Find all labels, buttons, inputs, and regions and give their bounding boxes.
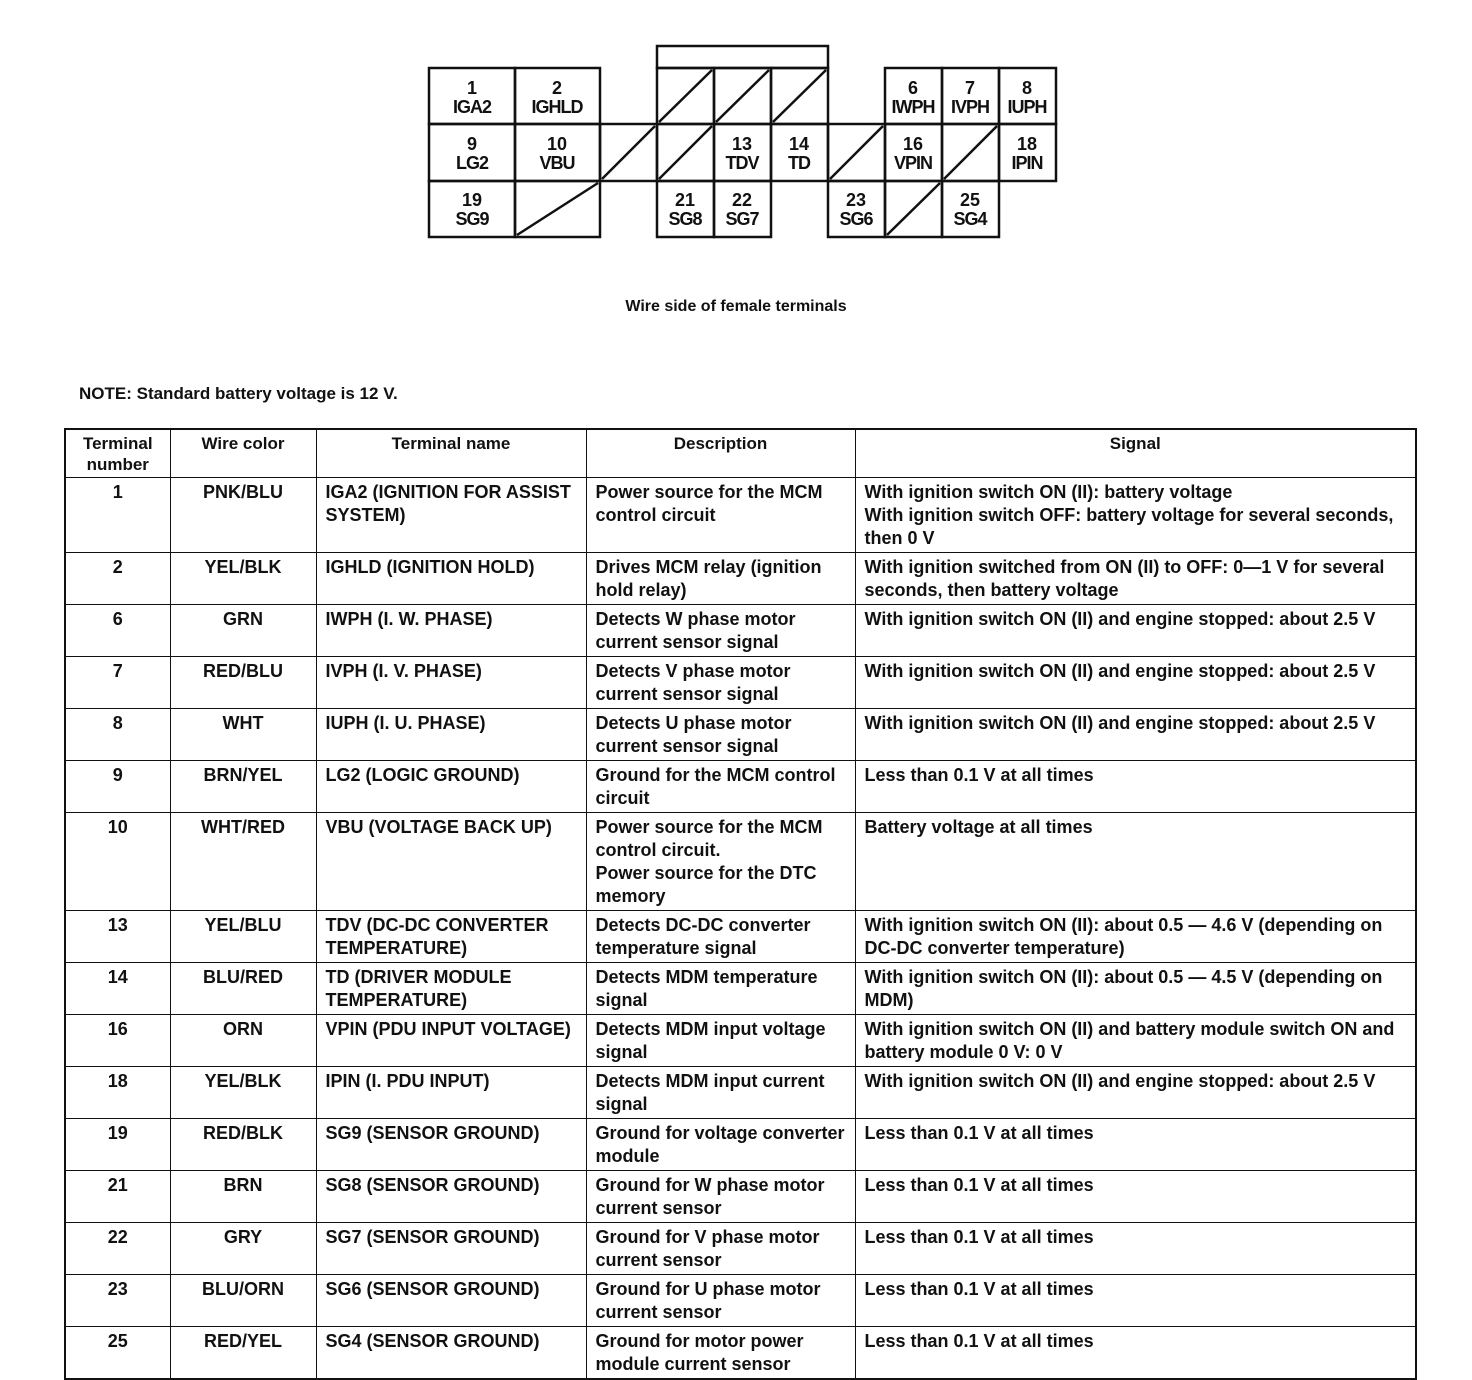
header-wire-color: Wire color	[170, 429, 316, 478]
signal: Less than 0.1 V at all times	[855, 1119, 1416, 1171]
terminal-10-signal: VBU	[539, 153, 575, 173]
terminal-19-signal: SG9	[455, 209, 489, 229]
wire-color: YEL/BLK	[170, 1067, 316, 1119]
description: Detects V phase motor current sensor signal	[586, 657, 855, 709]
signal: Battery voltage at all times	[855, 813, 1416, 911]
table-row	[65, 1275, 1416, 1327]
signal: With ignition switch ON (II): battery voltage With ignition switch OFF: battery voltage for several seconds, then 0 V	[855, 478, 1416, 553]
table-row	[65, 657, 1416, 709]
terminal-7-signal: IVPH	[950, 97, 990, 117]
terminal-name: TDV (DC-DC CONVERTER TEMPERATURE)	[316, 911, 586, 963]
description: Power source for the MCM control circuit	[586, 478, 855, 553]
terminal-22-number: 22	[731, 190, 753, 210]
description: Detects MDM temperature signal	[586, 963, 855, 1015]
terminal-8-signal: IUPH	[1007, 97, 1047, 117]
description: Detects MDM input current signal	[586, 1067, 855, 1119]
header-terminal-number: Terminal number	[65, 429, 170, 478]
table-row	[65, 911, 1416, 963]
description: Ground for voltage converter module	[586, 1119, 855, 1171]
terminal-name: VPIN (PDU INPUT VOLTAGE)	[316, 1015, 586, 1067]
signal: Less than 0.1 V at all times	[855, 1275, 1416, 1327]
wire-color: GRN	[170, 605, 316, 657]
terminal-number: 7	[65, 657, 170, 709]
signal: With ignition switch ON (II): about 0.5 — 4.6 V (depending on DC-DC converter temperature)	[855, 911, 1416, 963]
terminal-number: 19	[65, 1119, 170, 1171]
terminal-10-number: 10	[546, 134, 568, 154]
terminal-name: SG4 (SENSOR GROUND)	[316, 1327, 586, 1380]
signal: Less than 0.1 V at all times	[855, 1171, 1416, 1223]
terminal-21-number: 21	[674, 190, 696, 210]
wire-color: BLU/ORN	[170, 1275, 316, 1327]
signal: With ignition switch ON (II) and engine stopped: about 2.5 V	[855, 709, 1416, 761]
terminal-14-number: 14	[788, 134, 810, 154]
connector-diagram	[0, 0, 1472, 260]
terminal-number: 23	[65, 1275, 170, 1327]
description: Detects W phase motor current sensor signal	[586, 605, 855, 657]
wire-color: PNK/BLU	[170, 478, 316, 553]
terminal-name: LG2 (LOGIC GROUND)	[316, 761, 586, 813]
terminal-name: IUPH (I. U. PHASE)	[316, 709, 586, 761]
terminal-number: 2	[65, 553, 170, 605]
description: Ground for W phase motor current sensor	[586, 1171, 855, 1223]
table-row	[65, 813, 1416, 911]
description: Ground for U phase motor current sensor	[586, 1275, 855, 1327]
terminal-16-signal: VPIN	[893, 153, 933, 173]
table-row	[65, 1015, 1416, 1067]
terminal-8-number: 8	[1021, 78, 1033, 98]
terminal-name: SG8 (SENSOR GROUND)	[316, 1171, 586, 1223]
wire-color: BRN	[170, 1171, 316, 1223]
table-row	[65, 1223, 1416, 1275]
connector-caption: Wire side of female terminals	[625, 298, 847, 315]
description: Ground for motor power module current sensor	[586, 1327, 855, 1380]
battery-voltage-note: NOTE: Standard battery voltage is 12 V.	[79, 384, 398, 403]
terminal-number: 22	[65, 1223, 170, 1275]
table-row	[65, 709, 1416, 761]
table-row	[65, 963, 1416, 1015]
wire-color: BLU/RED	[170, 963, 316, 1015]
terminal-13-signal: TDV	[725, 153, 759, 173]
terminal-7-number: 7	[964, 78, 976, 98]
header-terminal-name: Terminal name	[316, 429, 586, 478]
terminal-25-number: 25	[959, 190, 981, 210]
signal: With ignition switch ON (II): about 0.5 — 4.5 V (depending on MDM)	[855, 963, 1416, 1015]
terminal-9-number: 9	[466, 134, 478, 154]
table-row	[65, 1171, 1416, 1223]
terminal-6-number: 6	[907, 78, 919, 98]
header-description: Description	[586, 429, 855, 478]
terminal-1-signal: IGA2	[452, 97, 492, 117]
terminal-6-signal: IWPH	[891, 97, 935, 117]
wire-color: WHT/RED	[170, 813, 316, 911]
wire-color: YEL/BLU	[170, 911, 316, 963]
description: Detects U phase motor current sensor signal	[586, 709, 855, 761]
terminal-23-number: 23	[845, 190, 867, 210]
terminal-14-signal: TD	[788, 153, 810, 173]
wire-color: RED/BLU	[170, 657, 316, 709]
description: Drives MCM relay (ignition hold relay)	[586, 553, 855, 605]
terminal-number: 25	[65, 1327, 170, 1380]
signal: With ignition switch ON (II) and engine stopped: about 2.5 V	[855, 657, 1416, 709]
header-signal: Signal	[855, 429, 1416, 478]
description: Ground for the MCM control circuit	[586, 761, 855, 813]
terminal-number: 8	[65, 709, 170, 761]
description: Detects MDM input voltage signal	[586, 1015, 855, 1067]
table-header-row	[65, 429, 1416, 478]
terminal-number: 21	[65, 1171, 170, 1223]
terminal-name: IGHLD (IGNITION HOLD)	[316, 553, 586, 605]
terminal-number: 13	[65, 911, 170, 963]
terminal-22-signal: SG7	[725, 209, 759, 229]
table-row	[65, 1119, 1416, 1171]
table-row	[65, 1327, 1416, 1380]
terminal-2-number: 2	[551, 78, 563, 98]
terminal-2-signal: IGHLD	[531, 97, 583, 117]
wire-color: GRY	[170, 1223, 316, 1275]
table-row	[65, 478, 1416, 553]
wire-color: RED/YEL	[170, 1327, 316, 1380]
terminal-number: 9	[65, 761, 170, 813]
signal: Less than 0.1 V at all times	[855, 1223, 1416, 1275]
terminal-number: 14	[65, 963, 170, 1015]
wire-color: YEL/BLK	[170, 553, 316, 605]
terminal-19-number: 19	[461, 190, 483, 210]
terminal-name: SG7 (SENSOR GROUND)	[316, 1223, 586, 1275]
signal: With ignition switch ON (II) and engine stopped: about 2.5 V	[855, 1067, 1416, 1119]
terminal-9-signal: LG2	[455, 153, 489, 173]
wire-color: ORN	[170, 1015, 316, 1067]
terminal-name: IWPH (I. W. PHASE)	[316, 605, 586, 657]
terminal-21-signal: SG8	[668, 209, 702, 229]
table-row	[65, 553, 1416, 605]
connector-lock-tab	[657, 46, 828, 68]
terminal-spec-table	[64, 428, 1417, 1380]
terminal-number: 10	[65, 813, 170, 911]
terminal-1-number: 1	[466, 78, 478, 98]
terminal-name: TD (DRIVER MODULE TEMPERATURE)	[316, 963, 586, 1015]
terminal-number: 18	[65, 1067, 170, 1119]
signal: Less than 0.1 V at all times	[855, 1327, 1416, 1380]
description: Power source for the MCM control circuit. Power source for the DTC memory	[586, 813, 855, 911]
terminal-name: IGA2 (IGNITION FOR ASSIST SYSTEM)	[316, 478, 586, 553]
description: Detects DC-DC converter temperature signal	[586, 911, 855, 963]
terminal-name: SG9 (SENSOR GROUND)	[316, 1119, 586, 1171]
wire-color: BRN/YEL	[170, 761, 316, 813]
terminal-name: SG6 (SENSOR GROUND)	[316, 1275, 586, 1327]
terminal-name: IVPH (I. V. PHASE)	[316, 657, 586, 709]
signal: Less than 0.1 V at all times	[855, 761, 1416, 813]
table-row	[65, 605, 1416, 657]
terminal-number: 1	[65, 478, 170, 553]
terminal-number: 6	[65, 605, 170, 657]
signal: With ignition switch ON (II) and engine stopped: about 2.5 V	[855, 605, 1416, 657]
terminal-18-signal: IPIN	[1011, 153, 1043, 173]
description: Ground for V phase motor current sensor	[586, 1223, 855, 1275]
signal: With ignition switch ON (II) and battery module switch ON and battery module 0 V: 0 V	[855, 1015, 1416, 1067]
wire-color: RED/BLK	[170, 1119, 316, 1171]
terminal-18-number: 18	[1016, 134, 1038, 154]
terminal-name: VBU (VOLTAGE BACK UP)	[316, 813, 586, 911]
terminal-16-number: 16	[902, 134, 924, 154]
terminal-23-signal: SG6	[839, 209, 873, 229]
terminal-13-number: 13	[731, 134, 753, 154]
table-row	[65, 761, 1416, 813]
wire-color: WHT	[170, 709, 316, 761]
terminal-number: 16	[65, 1015, 170, 1067]
terminal-name: IPIN (I. PDU INPUT)	[316, 1067, 586, 1119]
terminal-25-signal: SG4	[953, 209, 987, 229]
table-row	[65, 1067, 1416, 1119]
signal: With ignition switched from ON (II) to OFF: 0—1 V for several seconds, then battery voltage	[855, 553, 1416, 605]
